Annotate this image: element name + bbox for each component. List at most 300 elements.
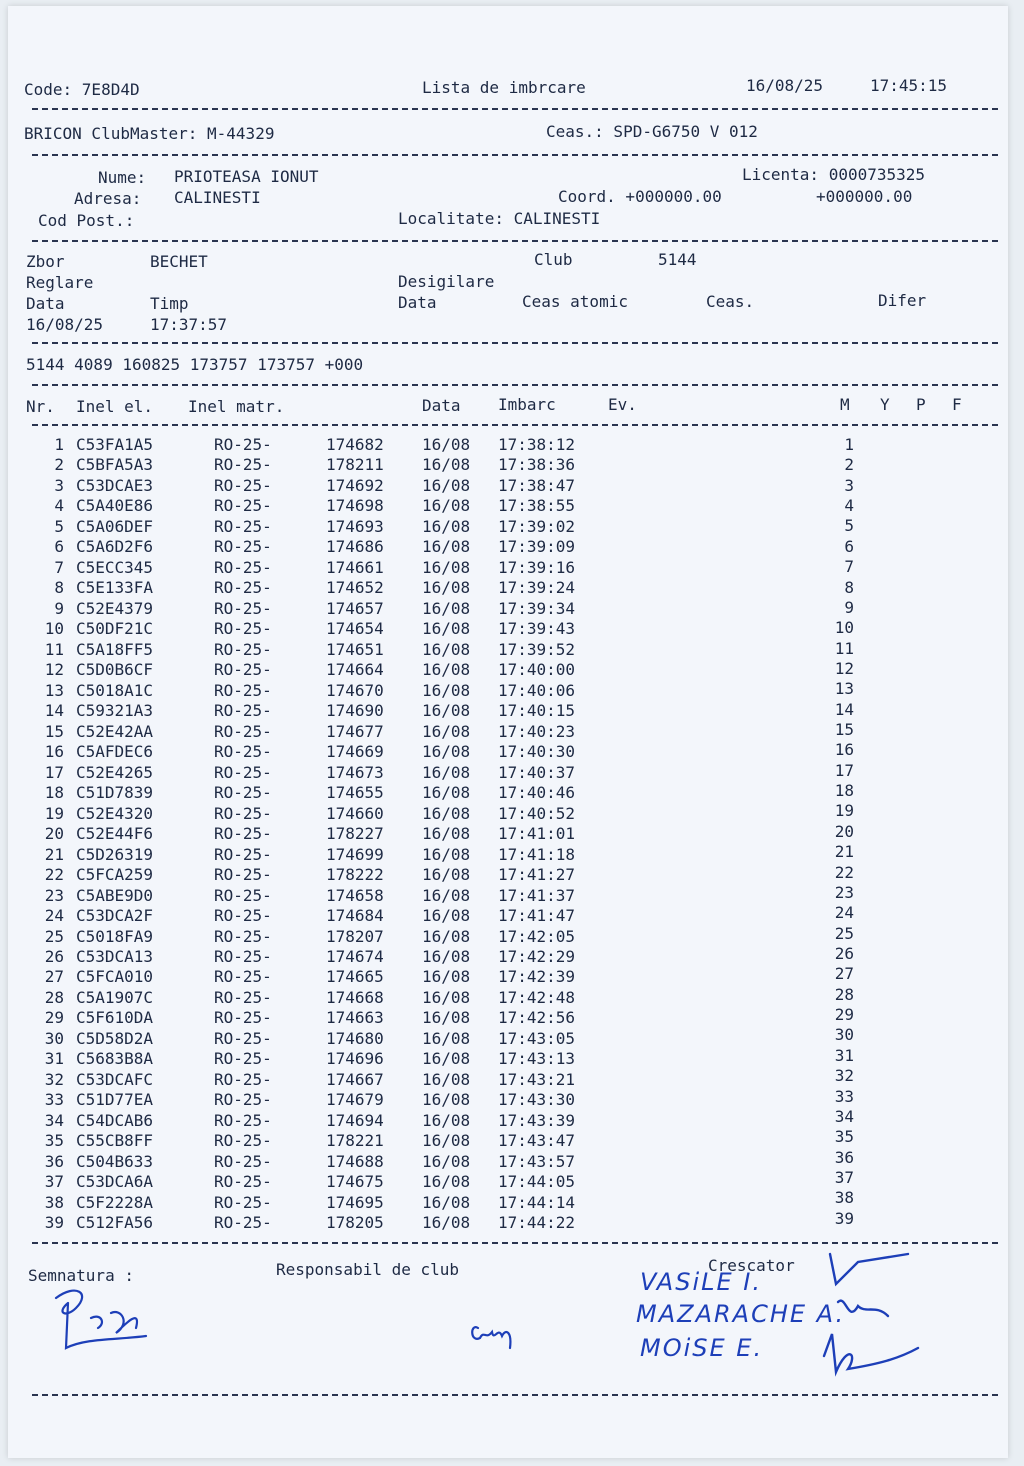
cell-m: 39 bbox=[834, 1208, 854, 1228]
cell-num: 174688 bbox=[326, 1151, 384, 1171]
cell-nr: 8 bbox=[54, 578, 64, 598]
separator bbox=[32, 342, 998, 344]
table-row bbox=[8, 1106, 1008, 1131]
cell-el: C5018FA9 bbox=[76, 926, 154, 946]
cell-pre: RO-25- bbox=[214, 742, 272, 762]
reglare-date: 16/08/25 bbox=[26, 315, 104, 334]
cell-m: 9 bbox=[844, 597, 854, 617]
handwritten-name-3: MOiSE E. bbox=[640, 1334, 764, 1362]
cell-pre: RO-25- bbox=[214, 885, 272, 905]
cell-num: 174667 bbox=[326, 1069, 384, 1089]
cell-nr: 27 bbox=[44, 967, 64, 987]
cell-time: 17:43:39 bbox=[498, 1110, 576, 1130]
cell-el: C5D26319 bbox=[76, 844, 154, 864]
cell-el: C52E44F6 bbox=[76, 824, 154, 844]
cell-num: 174655 bbox=[326, 783, 384, 803]
cell-m: 31 bbox=[834, 1045, 854, 1065]
cell-num: 174660 bbox=[326, 803, 384, 823]
cell-pre: RO-25- bbox=[214, 1131, 272, 1151]
cell-nr: 20 bbox=[44, 824, 64, 844]
cell-pre: RO-25- bbox=[214, 455, 272, 475]
cell-m: 5 bbox=[844, 516, 854, 536]
cell-el: C5A6D2F6 bbox=[76, 537, 154, 557]
cell-pre: RO-25- bbox=[214, 680, 272, 700]
cell-nr: 6 bbox=[54, 537, 64, 557]
cell-date: 16/08 bbox=[422, 1028, 471, 1048]
cell-time: 17:42:05 bbox=[498, 926, 576, 946]
cell-time: 17:40:46 bbox=[498, 783, 576, 803]
cell-pre: RO-25- bbox=[214, 557, 272, 577]
cell-nr: 1 bbox=[54, 435, 64, 454]
cell-el: C53DCA6A bbox=[76, 1172, 154, 1192]
cell-el: C5F2228A bbox=[76, 1192, 154, 1212]
cell-pre: RO-25- bbox=[214, 701, 272, 721]
separator bbox=[32, 154, 998, 156]
document-page bbox=[8, 6, 1008, 1458]
cell-date: 16/08 bbox=[422, 844, 471, 864]
handwritten-name-2: MAZARACHE A. bbox=[636, 1300, 846, 1328]
cell-time: 17:42:56 bbox=[498, 1008, 576, 1028]
table-row bbox=[8, 944, 1008, 967]
cell-num: 178221 bbox=[326, 1131, 384, 1151]
cell-nr: 4 bbox=[54, 496, 64, 516]
table-row bbox=[8, 1147, 1008, 1172]
cell-nr: 33 bbox=[44, 1090, 64, 1110]
cell-m: 26 bbox=[834, 944, 854, 963]
cell-time: 17:38:47 bbox=[498, 475, 576, 495]
cell-m: 35 bbox=[834, 1127, 854, 1147]
cell-m: 12 bbox=[834, 658, 854, 678]
cell-el: C5683B8A bbox=[76, 1049, 154, 1069]
cell-el: C53DCA13 bbox=[76, 947, 154, 966]
cell-el: C53DCA2F bbox=[76, 906, 154, 926]
table-row bbox=[8, 496, 1008, 516]
separator bbox=[32, 384, 998, 386]
cell-pre: RO-25- bbox=[214, 496, 272, 516]
cell-pre: RO-25- bbox=[214, 721, 272, 741]
responsabil-label: Responsabil de club bbox=[276, 1260, 460, 1279]
cell-time: 17:40:30 bbox=[498, 742, 576, 762]
cell-num: 174669 bbox=[326, 742, 384, 762]
cell-time: 17:43:47 bbox=[498, 1131, 576, 1151]
cell-num: 178205 bbox=[326, 1213, 384, 1233]
cell-time: 17:43:13 bbox=[498, 1049, 576, 1069]
cell-el: C5A40E86 bbox=[76, 496, 154, 516]
cell-num: 174674 bbox=[326, 947, 384, 966]
code-label: Code: 7E8D4D bbox=[24, 80, 140, 99]
col-inel-el: Inel el. bbox=[76, 397, 154, 416]
cell-el: C51D77EA bbox=[76, 1090, 154, 1110]
cell-time: 17:42:39 bbox=[498, 967, 576, 987]
cell-m: 34 bbox=[834, 1106, 854, 1126]
club-value: 5144 bbox=[658, 250, 697, 269]
cell-date: 16/08 bbox=[422, 762, 471, 782]
cell-m: 7 bbox=[844, 557, 854, 577]
cell-num: 174677 bbox=[326, 721, 384, 741]
table-row bbox=[8, 1045, 1008, 1069]
cell-el: C50DF21C bbox=[76, 619, 154, 639]
table-row bbox=[8, 558, 1008, 578]
cell-date: 16/08 bbox=[422, 1131, 471, 1151]
cell-num: 174695 bbox=[326, 1192, 384, 1212]
cell-num: 174657 bbox=[326, 598, 384, 618]
cell-time: 17:40:37 bbox=[498, 762, 576, 782]
table-row bbox=[8, 862, 1008, 885]
cell-pre: RO-25- bbox=[214, 865, 272, 885]
cell-num: 174694 bbox=[326, 1110, 384, 1130]
separator bbox=[32, 240, 998, 242]
cell-m: 2 bbox=[844, 455, 854, 475]
cell-m: 13 bbox=[834, 679, 854, 699]
col-m: M bbox=[840, 395, 850, 414]
cell-nr: 18 bbox=[44, 783, 64, 803]
cell-m: 32 bbox=[834, 1066, 854, 1086]
clubmaster: BRICON ClubMaster: M-44329 bbox=[24, 124, 275, 143]
cell-time: 17:40:06 bbox=[498, 680, 576, 700]
cell-time: 17:39:16 bbox=[498, 557, 576, 577]
cell-el: C5AFDEC6 bbox=[76, 742, 154, 762]
cell-time: 17:40:52 bbox=[498, 803, 576, 823]
cell-date: 16/08 bbox=[422, 639, 471, 659]
cell-date: 16/08 bbox=[422, 1213, 471, 1233]
cell-time: 17:39:43 bbox=[498, 619, 576, 639]
signature-responsabil bbox=[466, 1308, 526, 1358]
desigilare-label: Desigilare bbox=[398, 272, 495, 291]
cell-el: C54DCAB6 bbox=[76, 1110, 154, 1130]
cell-pre: RO-25- bbox=[214, 660, 272, 680]
cell-date: 16/08 bbox=[422, 947, 471, 966]
timp-label: Timp bbox=[150, 294, 189, 313]
cell-nr: 11 bbox=[44, 639, 64, 659]
cell-nr: 22 bbox=[44, 865, 64, 885]
cell-m: 19 bbox=[834, 801, 854, 821]
cell-time: 17:41:47 bbox=[498, 906, 576, 926]
table-row bbox=[8, 760, 1008, 783]
cell-m: 33 bbox=[834, 1086, 854, 1106]
cell-pre: RO-25- bbox=[214, 762, 272, 782]
cell-num: 178207 bbox=[326, 926, 384, 946]
table-row bbox=[8, 783, 1008, 803]
table-row bbox=[8, 640, 1008, 660]
cell-m: 8 bbox=[844, 577, 854, 597]
cell-time: 17:39:09 bbox=[498, 537, 576, 557]
nume-label: Nume: bbox=[98, 168, 147, 187]
cell-num: 178227 bbox=[326, 824, 384, 844]
col-y: Y bbox=[880, 395, 890, 414]
signature-semnatura bbox=[46, 1278, 166, 1368]
cell-m: 14 bbox=[834, 699, 854, 719]
cell-el: C5FCA010 bbox=[76, 967, 154, 987]
cell-nr: 15 bbox=[44, 721, 64, 741]
col-p: P bbox=[916, 395, 926, 414]
semnatura-label: Semnatura : bbox=[28, 1266, 134, 1285]
cell-m: 16 bbox=[834, 740, 854, 760]
cell-el: C53DCAFC bbox=[76, 1069, 154, 1089]
cell-nr: 5 bbox=[54, 516, 64, 536]
table-row bbox=[8, 923, 1008, 947]
document-title: Lista de imbrcare bbox=[422, 78, 586, 97]
cell-time: 17:39:24 bbox=[498, 578, 576, 598]
cell-date: 16/08 bbox=[422, 926, 471, 946]
cell-time: 17:39:02 bbox=[498, 516, 576, 536]
table-row bbox=[8, 1025, 1008, 1049]
cell-m: 24 bbox=[834, 903, 854, 923]
cell-num: 174675 bbox=[326, 1172, 384, 1192]
cell-nr: 17 bbox=[44, 762, 64, 782]
cell-pre: RO-25- bbox=[214, 516, 272, 536]
localitate: Localitate: CALINESTI bbox=[398, 209, 601, 228]
reglare-time: 17:37:57 bbox=[150, 315, 228, 334]
cell-pre: RO-25- bbox=[214, 803, 272, 823]
cell-pre: RO-25- bbox=[214, 824, 272, 844]
cell-date: 16/08 bbox=[422, 1192, 471, 1212]
owner-name: PRIOTEASA IONUT bbox=[174, 167, 319, 186]
cell-m: 11 bbox=[834, 638, 854, 658]
cell-num: 174696 bbox=[326, 1049, 384, 1069]
cell-pre: RO-25- bbox=[214, 537, 272, 557]
cell-num: 174682 bbox=[326, 435, 384, 454]
cell-m: 22 bbox=[834, 862, 854, 882]
cell-nr: 35 bbox=[44, 1131, 64, 1151]
cell-date: 16/08 bbox=[422, 455, 471, 475]
cell-nr: 7 bbox=[54, 557, 64, 577]
cell-date: 16/08 bbox=[422, 516, 471, 536]
table-row bbox=[8, 517, 1008, 537]
cell-nr: 19 bbox=[44, 803, 64, 823]
cell-num: 174651 bbox=[326, 639, 384, 659]
cell-num: 174652 bbox=[326, 578, 384, 598]
zbor-value: BECHET bbox=[150, 252, 208, 271]
cell-num: 174699 bbox=[326, 844, 384, 864]
cell-date: 16/08 bbox=[422, 660, 471, 680]
cell-time: 17:41:27 bbox=[498, 865, 576, 885]
cell-date: 16/08 bbox=[422, 824, 471, 844]
table-row bbox=[8, 537, 1008, 557]
cell-date: 16/08 bbox=[422, 783, 471, 803]
cell-num: 174692 bbox=[326, 475, 384, 495]
cell-date: 16/08 bbox=[422, 537, 471, 557]
code-line: 5144 4089 160825 173757 173757 +000 bbox=[26, 355, 364, 374]
cell-time: 17:43:21 bbox=[498, 1069, 576, 1089]
table-row bbox=[8, 984, 1008, 1008]
col-inel-matr: Inel matr. bbox=[188, 397, 285, 416]
cell-m: 3 bbox=[844, 475, 854, 495]
cell-num: 174684 bbox=[326, 906, 384, 926]
cell-el: C5ABE9D0 bbox=[76, 885, 154, 905]
cell-num: 174693 bbox=[326, 516, 384, 536]
cell-time: 17:42:48 bbox=[498, 987, 576, 1007]
cell-date: 16/08 bbox=[422, 619, 471, 639]
cell-date: 16/08 bbox=[422, 1172, 471, 1192]
cell-date: 16/08 bbox=[422, 701, 471, 721]
table-row bbox=[8, 1208, 1008, 1233]
cell-date: 16/08 bbox=[422, 557, 471, 577]
cell-pre: RO-25- bbox=[214, 987, 272, 1007]
cell-date: 16/08 bbox=[422, 742, 471, 762]
cell-date: 16/08 bbox=[422, 475, 471, 495]
cell-nr: 23 bbox=[44, 885, 64, 905]
cell-el: C5A18FF5 bbox=[76, 639, 154, 659]
cell-num: 174680 bbox=[326, 1028, 384, 1048]
cell-time: 17:44:05 bbox=[498, 1172, 576, 1192]
separator bbox=[32, 424, 998, 426]
cell-time: 17:41:18 bbox=[498, 844, 576, 864]
cell-m: 23 bbox=[834, 882, 854, 902]
separator bbox=[32, 1394, 998, 1396]
col-imbarc: Imbarc bbox=[498, 395, 556, 414]
cell-m: 27 bbox=[834, 964, 854, 984]
cell-pre: RO-25- bbox=[214, 947, 272, 966]
cell-date: 16/08 bbox=[422, 803, 471, 823]
cell-date: 16/08 bbox=[422, 578, 471, 598]
crescator-label: Crescator bbox=[708, 1256, 795, 1275]
table-row bbox=[8, 1127, 1008, 1151]
cell-time: 17:38:55 bbox=[498, 496, 576, 516]
cell-nr: 34 bbox=[44, 1110, 64, 1130]
cell-num: 174658 bbox=[326, 885, 384, 905]
table-row bbox=[8, 882, 1008, 906]
cell-el: C5FCA259 bbox=[76, 865, 154, 885]
cell-pre: RO-25- bbox=[214, 1172, 272, 1192]
cell-el: C51D7839 bbox=[76, 783, 154, 803]
cell-el: C52E4320 bbox=[76, 803, 154, 823]
cell-num: 174690 bbox=[326, 701, 384, 721]
cell-el: C5BFA5A3 bbox=[76, 455, 154, 475]
cell-el: C5D0B6CF bbox=[76, 660, 154, 680]
cell-date: 16/08 bbox=[422, 598, 471, 618]
cell-m: 36 bbox=[834, 1147, 854, 1167]
cell-m: 15 bbox=[834, 720, 854, 740]
cell-date: 16/08 bbox=[422, 1090, 471, 1110]
cell-time: 17:44:22 bbox=[498, 1213, 576, 1233]
col-f: F bbox=[952, 395, 962, 414]
cell-date: 16/08 bbox=[422, 1110, 471, 1130]
cell-time: 17:42:29 bbox=[498, 947, 576, 966]
cell-nr: 12 bbox=[44, 660, 64, 680]
cell-pre: RO-25- bbox=[214, 1069, 272, 1089]
cell-el: C52E4265 bbox=[76, 762, 154, 782]
cell-el: C5F610DA bbox=[76, 1008, 154, 1028]
cell-date: 16/08 bbox=[422, 721, 471, 741]
reglare-label: Reglare bbox=[26, 273, 94, 292]
cell-nr: 9 bbox=[54, 598, 64, 618]
cell-num: 174664 bbox=[326, 660, 384, 680]
cell-num: 174654 bbox=[326, 619, 384, 639]
ceas-atomic-label: Ceas atomic bbox=[522, 292, 628, 311]
cell-num: 174679 bbox=[326, 1090, 384, 1110]
cell-m: 20 bbox=[834, 821, 854, 841]
cell-date: 16/08 bbox=[422, 906, 471, 926]
cell-m: 25 bbox=[834, 923, 854, 943]
col-nr: Nr. bbox=[26, 397, 55, 416]
table-row bbox=[8, 1167, 1008, 1192]
ceas-label: Ceas. bbox=[706, 292, 755, 311]
cell-date: 16/08 bbox=[422, 967, 471, 987]
table-row bbox=[8, 660, 1008, 680]
cell-date: 16/08 bbox=[422, 865, 471, 885]
table-row bbox=[8, 1005, 1008, 1028]
cell-num: 178222 bbox=[326, 865, 384, 885]
clock-info: Ceas.: SPD-G6750 V 012 bbox=[546, 122, 758, 141]
table-row bbox=[8, 476, 1008, 496]
cell-nr: 36 bbox=[44, 1151, 64, 1171]
table-row bbox=[8, 903, 1008, 926]
cell-time: 17:43:57 bbox=[498, 1151, 576, 1171]
table-row bbox=[8, 701, 1008, 721]
cell-date: 16/08 bbox=[422, 885, 471, 905]
cell-pre: RO-25- bbox=[214, 475, 272, 495]
cell-nr: 32 bbox=[44, 1069, 64, 1089]
cell-num: 174698 bbox=[326, 496, 384, 516]
signature-crescator bbox=[818, 1244, 928, 1384]
cell-time: 17:40:23 bbox=[498, 721, 576, 741]
cell-time: 17:40:15 bbox=[498, 701, 576, 721]
header-time: 17:45:15 bbox=[870, 76, 948, 95]
cell-nr: 28 bbox=[44, 987, 64, 1007]
cell-el: C52E4379 bbox=[76, 598, 154, 618]
header-date: 16/08/25 bbox=[746, 76, 824, 95]
cell-nr: 13 bbox=[44, 680, 64, 700]
cell-time: 17:43:05 bbox=[498, 1028, 576, 1048]
cell-nr: 38 bbox=[44, 1192, 64, 1212]
table-row bbox=[8, 821, 1008, 844]
cell-date: 16/08 bbox=[422, 1049, 471, 1069]
adresa-label: Adresa: bbox=[74, 189, 142, 208]
cell-m: 30 bbox=[834, 1025, 854, 1045]
cell-nr: 26 bbox=[44, 947, 64, 966]
cell-date: 16/08 bbox=[422, 1069, 471, 1089]
cell-time: 17:38:36 bbox=[498, 455, 576, 475]
cell-pre: RO-25- bbox=[214, 1110, 272, 1130]
cell-pre: RO-25- bbox=[214, 1008, 272, 1028]
cell-time: 17:41:37 bbox=[498, 885, 576, 905]
cell-nr: 10 bbox=[44, 619, 64, 639]
cell-pre: RO-25- bbox=[214, 578, 272, 598]
cell-nr: 21 bbox=[44, 844, 64, 864]
cell-num: 178211 bbox=[326, 455, 384, 475]
cell-pre: RO-25- bbox=[214, 1213, 272, 1233]
cell-nr: 14 bbox=[44, 701, 64, 721]
cell-el: C52E42AA bbox=[76, 721, 154, 741]
cell-el: C53DCAE3 bbox=[76, 475, 154, 495]
cell-nr: 24 bbox=[44, 906, 64, 926]
cell-nr: 3 bbox=[54, 475, 64, 495]
cell-pre: RO-25- bbox=[214, 598, 272, 618]
difer-label: Difer bbox=[878, 291, 927, 310]
cell-pre: RO-25- bbox=[214, 1028, 272, 1048]
licenta: Licenta: 0000735325 bbox=[742, 165, 926, 184]
cell-m: 1 bbox=[844, 435, 854, 454]
zbor-label: Zbor bbox=[26, 252, 65, 271]
cell-m: 4 bbox=[844, 496, 854, 516]
cell-num: 174663 bbox=[326, 1008, 384, 1028]
cell-pre: RO-25- bbox=[214, 783, 272, 803]
cell-date: 16/08 bbox=[422, 1151, 471, 1171]
table-row bbox=[8, 964, 1008, 987]
cell-m: 29 bbox=[834, 1005, 854, 1025]
cell-nr: 39 bbox=[44, 1213, 64, 1233]
handwritten-name-1: VASiLE I. bbox=[640, 1268, 762, 1296]
table-row bbox=[8, 1086, 1008, 1110]
cell-num: 174673 bbox=[326, 762, 384, 782]
cell-date: 16/08 bbox=[422, 987, 471, 1007]
cell-el: C5A1907C bbox=[76, 987, 154, 1007]
owner-address: CALINESTI bbox=[174, 188, 261, 207]
cell-num: 174661 bbox=[326, 557, 384, 577]
cell-date: 16/08 bbox=[422, 1008, 471, 1028]
cell-el: C512FA56 bbox=[76, 1213, 154, 1233]
cell-nr: 30 bbox=[44, 1028, 64, 1048]
